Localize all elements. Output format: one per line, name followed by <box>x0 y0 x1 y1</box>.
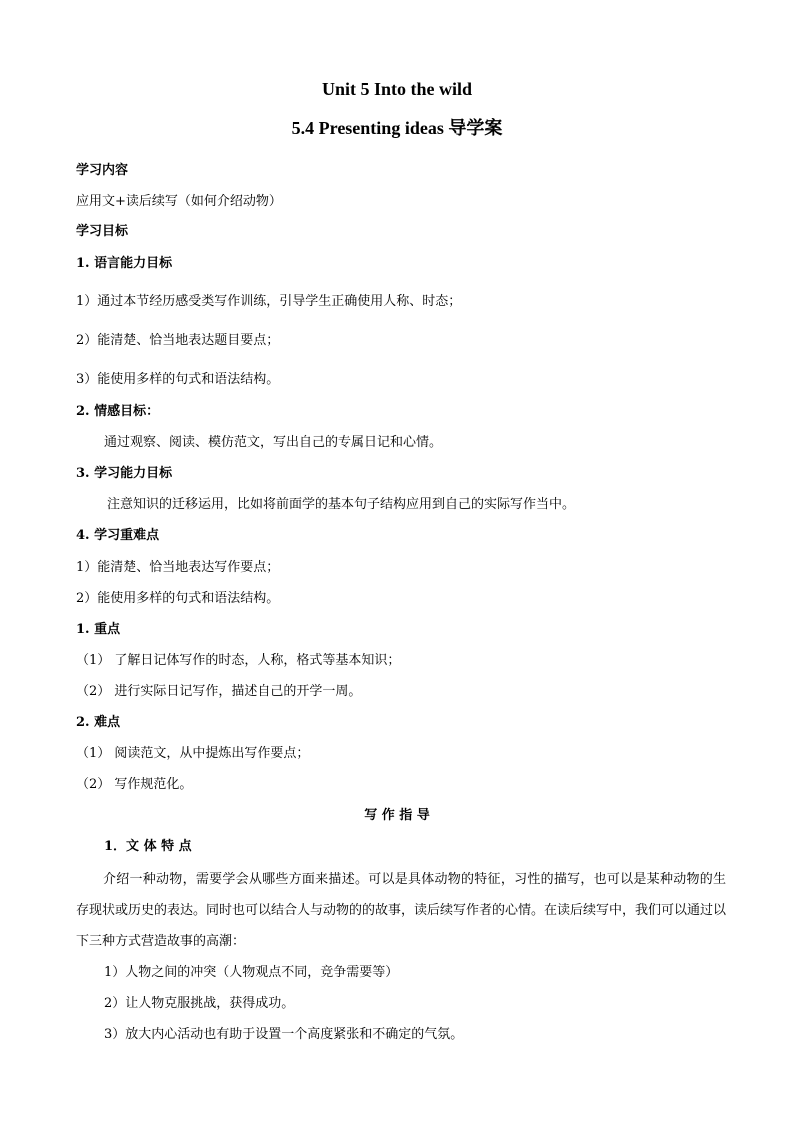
key-point-item: （2） 进行实际日记写作，描述自己的开学一周。 <box>76 684 362 699</box>
goal2-heading: 2. 情感目标： <box>76 404 160 419</box>
goal4-heading: 4. 学习重难点 <box>76 528 160 543</box>
goals-heading: 学习目标 <box>76 224 129 239</box>
difficulty-item: （2） 写作规范化。 <box>76 777 193 792</box>
goal3-heading: 3. 学习能力目标 <box>76 466 173 481</box>
difficulty-item: （1） 阅读范文，从中提炼出写作要点； <box>76 746 310 761</box>
genre-features-heading: 1．文 体 特 点 <box>104 839 192 854</box>
goal1-item: 1）通过本节经历感受类写作训练，引导学生正确使用人称、时态； <box>76 294 462 309</box>
goal1-item: 3）能使用多样的句式和语法结构。 <box>76 372 280 387</box>
climax-method-item: 3）放大内心活动也有助于设置一个高度紧张和不确定的气氛。 <box>104 1027 464 1042</box>
climax-method-item: 2）让人物克服挑战，获得成功。 <box>104 996 295 1011</box>
genre-features-paragraph: 介绍一种动物，需要学会从哪些方面来描述。可以是具体动物的特征，习性的描写，也可以是某种动物的生存现状或历史的表达。同时也可以结合人与动物的的故事，读后续写作者的心情。在读后续写中，我们可以通过以下三种方式营造故事的高潮： <box>76 872 727 949</box>
goal2-text: 通过观察、阅读、模仿范文，写出自己的专属日记和心情。 <box>104 435 443 450</box>
goal4-item: 2）能使用多样的句式和语法结构。 <box>76 591 280 606</box>
difficulty-heading: 2. 难点 <box>76 715 121 730</box>
goal4-item: 1）能清楚、恰当地表达写作要点； <box>76 560 280 575</box>
writing-guide-heading: 写 作 指 导 <box>364 808 430 823</box>
learning-content-text: 应用文+读后续写（如何介绍动物） <box>76 194 282 209</box>
goal3-text: 注意知识的迁移运用，比如将前面学的基本句子结构应用到自己的实际写作当中。 <box>107 497 576 512</box>
climax-method-item: 1）人物之间的冲突（人物观点不同，竞争需要等） <box>104 965 399 980</box>
document-title: Unit 5 Into the wild <box>321 79 473 99</box>
goal1-item: 2）能清楚、恰当地表达题目要点； <box>76 333 280 348</box>
goal1-heading: 1. 语言能力目标 <box>76 256 173 271</box>
document-subtitle: 5.4 Presenting ideas 导学案 <box>291 118 503 138</box>
learning-content-heading: 学习内容 <box>76 163 129 178</box>
key-point-item: （1） 了解日记体写作的时态，人称，格式等基本知识； <box>76 653 401 668</box>
key-points-heading: 1. 重点 <box>76 622 121 637</box>
